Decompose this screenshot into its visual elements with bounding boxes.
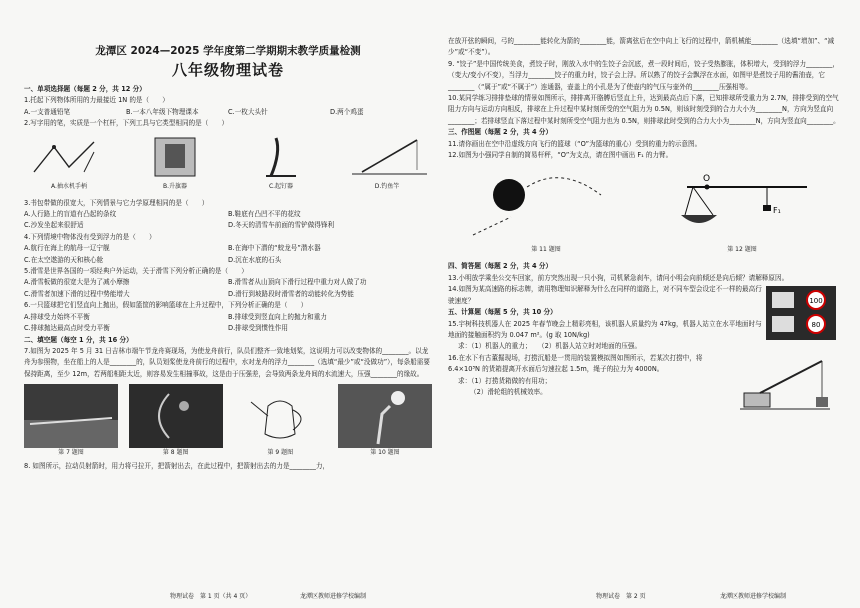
section-1-heading: 一、单项选择题（每题 2 分，共 12 分） bbox=[24, 85, 146, 93]
fishing-rod-figure bbox=[342, 132, 432, 192]
option-d: D.两个鸡蛋 bbox=[330, 107, 364, 116]
left-page-number: 物理试卷 第 1 页（共 4 页） bbox=[170, 593, 252, 600]
option-a: A.航行在海上的航母一辽宁舰 bbox=[24, 244, 110, 253]
option-d: D.滑行到坡路段时滑雪者的动能转化为势能 bbox=[228, 289, 354, 298]
option-a: A.排球受力始终不平衡 bbox=[24, 312, 90, 321]
option-d-caption: D.钓鱼竿 bbox=[374, 182, 400, 190]
section-2-heading: 二、填空题（每空 1 分，共 16 分） bbox=[24, 335, 133, 344]
figure-12-caption: 第 12 题图 bbox=[727, 246, 757, 254]
question-2-pictures bbox=[24, 132, 432, 196]
option-b: B.鞋底有凸凹不平的花纹 bbox=[228, 210, 301, 219]
question-4 bbox=[24, 232, 432, 266]
sign-limit-2: 80 bbox=[811, 321, 821, 330]
question-8: 8. 如图所示，拉动员射箭时，用力将弓拉开，把箭射出去，在此过程中，把箭射出去的力是________力， bbox=[24, 462, 330, 471]
option-b: B.在海中下潜的“蛟龙号”潜水器 bbox=[228, 244, 321, 253]
archery-photo bbox=[129, 384, 223, 457]
photo-7-caption: 第 7 题图 bbox=[58, 449, 84, 457]
option-c: C.排球抛达最高点时受力平衡 bbox=[24, 324, 110, 333]
section-5-heading: 五、计算题（每题 5 分，共 10 分） bbox=[448, 308, 557, 317]
left-column bbox=[24, 36, 432, 473]
option-c: C.一枚大头针 bbox=[228, 107, 268, 116]
question-2 bbox=[24, 118, 432, 195]
question-12: 12.如图为小强同学自制的简易杆秤，“O”为支点，请在图中画出 F₁ 的力臂。 bbox=[448, 151, 673, 160]
question-16 bbox=[448, 353, 840, 399]
section-3-heading: 三、作图题（每题 2 分，共 4 分） bbox=[448, 128, 553, 137]
option-b: B.滑雪者从山顶向下滑行过程中重力对人做了功 bbox=[228, 278, 367, 287]
exam-subtitle: 八年级物理试卷 bbox=[171, 61, 284, 79]
drawing-figures bbox=[448, 165, 840, 257]
section-4-heading: 四、简答题（每题 2 分，共 4 分） bbox=[448, 262, 553, 271]
photo-10-caption: 第 10 题图 bbox=[370, 449, 400, 457]
speed-limit-sign bbox=[766, 286, 836, 340]
question-6-stem: 6.一只篮球把它们竖直向上抛出，假如篮筐的影响篮球在上升过程中，下列分析正确的是（ ） bbox=[24, 301, 308, 310]
question-2-stem: 2.写字用的笔，实质是一个杠杆，下列工具与它类型相同的是（ ） bbox=[24, 119, 229, 128]
question-5 bbox=[24, 266, 432, 300]
option-c-caption: C.起钉器 bbox=[268, 182, 294, 190]
left-footer-org: 龙潭区教师进修学校编制 bbox=[300, 593, 367, 600]
option-a: A.一支普通铅笔 bbox=[24, 107, 71, 116]
option-b: B.一本八年级下物理课本 bbox=[126, 107, 199, 116]
flag-raiser-figure bbox=[130, 132, 220, 192]
dragon-boat-photo bbox=[24, 384, 118, 457]
question-13: 13.小明放学乘坐公交车回家，前方突然出现一只小狗，司机紧急刹车，请问小明会向前倾还是向后倾？请解释原因。 bbox=[448, 273, 789, 282]
pump-handle-figure bbox=[24, 132, 114, 192]
question-1 bbox=[24, 95, 432, 118]
question-7-10-photos bbox=[24, 384, 432, 457]
question-7: 7.如图为 2025 年 5 月 31 日吉林市端午节龙舟赛现场，为使龙舟前行，队员们整齐一致地划桨，这说明力可以改变物体的________。以龙舟为参照物，坐在船上的人是________的，队员划桨使龙舟前行的过程中，水对龙舟的浮力________（选填“最少”或“没做功”），每条船需要保持距离，至少 12m，若两船相距太近，则容易发生相撞事故，这是由于压强差，会导致两条龙舟间的水流速大，压强________的缘故。 bbox=[24, 346, 430, 378]
question-5-stem: 5.滑雪是世界各国的一项经典户外运动，关于滑雪下列分析正确的是（ ） bbox=[24, 267, 248, 276]
option-c: C.滑雪者加速下滑的过程中势能增大 bbox=[24, 289, 130, 298]
question-6 bbox=[24, 300, 432, 334]
option-a-caption: A.抽水机手柄 bbox=[51, 182, 87, 190]
nail-puller-figure bbox=[236, 132, 326, 192]
option-c: C.沙发坐起来很舒适 bbox=[24, 221, 84, 230]
question-1-stem: 1.托起下列物体所用的力最接近 1N 的是（ ） bbox=[24, 96, 169, 105]
right-page-number: 物理试卷 第 2 页 bbox=[596, 593, 646, 600]
option-b-caption: B.升旗器 bbox=[162, 182, 188, 190]
option-d: D.沉在水底的石头 bbox=[228, 255, 282, 264]
question-14-text: 14.如图为某高速路的标志牌，请用物理知识解释为什么在同样的道路上，对不同车型会设定不一样的最高行驶速度？ bbox=[448, 285, 762, 305]
question-8-continued: 在放开弦的瞬间，弓的________能转化为箭的________能，箭离弦后在空中向上飞行的过程中，箭机械能________（选填“增加”、“减少”或“不变”）。 bbox=[448, 37, 835, 57]
option-b: B.排球受到竖直向上的抛力和重力 bbox=[228, 312, 327, 321]
question-9: 9. “饺子”是中国传统美食，煮饺子时，刚放入水中的生饺子会沉底，煮一段时间后，饺子受热膨胀，体积增大，受到的浮力________，（变大/变小/不变），当浮力________饺子的重力时，饺子会上浮。所以熟了的饺子会飘浮在水面，如图甲是煮饺子用的酱油壶，它________（“属于”或“不属于”）连通器，壶盖上的小孔是为了使壶内的气压与壶外的________压强相等。 bbox=[448, 59, 840, 91]
question-3 bbox=[24, 198, 432, 232]
option-d: D.冬天的清雪车前面的雪铲做得锋利 bbox=[228, 221, 335, 230]
question-15-text: 15.宇树科技机器人在 2025 年春节晚会上精彩亮相，该机器人质量约为 47kg，机器人站立在水平地面时与地面的接触面积约为 0.047 m²。(g 取 10N/kg) bbox=[448, 319, 762, 339]
question-16-ask-1: 求：（1）打捞货箱做的有用功； bbox=[458, 376, 552, 385]
right-footer-org: 龙潭区教师进修学校编制 bbox=[720, 593, 787, 600]
question-5-options bbox=[24, 277, 432, 300]
option-a: A.滑雪板做的很宽大是为了减小摩擦 bbox=[24, 278, 130, 287]
exam-title: 龙潭区 2024—2025 学年度第二学期期末教学质量检测 bbox=[95, 45, 361, 57]
question-3-options bbox=[24, 209, 432, 232]
figure-11-caption: 第 11 题图 bbox=[531, 246, 561, 254]
question-10: 10.某同学练习排排垫球的情景如图所示，排排离开胳膊后竖直上升，达到最高点后下落，已知排球所受重力为 2.7N，排排受到的空气阻力方向与运动方向相反，排球在上升过程中某时刻所受的空气阻力为 0.5N，则该时刻受到的合力大小为________N，方向为竖直向________；若排球竖直下落过程中某时刻所受空气阻力也为 0.5N，则排球此时受到的合力大小为________N，方向为竖直向________。 bbox=[448, 94, 840, 125]
steelyard-figure bbox=[667, 165, 817, 257]
option-a: A.人行路上的盲道有凸起的条纹 bbox=[24, 210, 117, 219]
teapot-figure bbox=[233, 384, 327, 457]
fulcrum-label: O bbox=[703, 174, 711, 185]
question-3-stem: 3.书包带做的很宽大，下列情景与它力学原理相同的是（ ） bbox=[24, 198, 209, 207]
question-11: 11.请你画出在空中沿虚线方向飞行的篮球（“O”为篮球的重心）受到的重力的示意图。 bbox=[448, 139, 702, 148]
question-4-stem: 4.下列情境中物体没有受到浮力的是（ ） bbox=[24, 232, 156, 241]
crane-figure bbox=[730, 353, 840, 415]
question-6-options bbox=[24, 312, 432, 335]
photo-9-caption: 第 9 题图 bbox=[267, 449, 294, 457]
question-15-ask: 求：（1）机器人的重力； （2）机器人站立时对地面的压强。 bbox=[458, 342, 642, 351]
question-16-text: 16.在水下有古董掘现场，打捞沉船是一贯用的装置模拟图如图所示，若某次打捞中，将 6.4×10³N 的货箱提离开水面后匀速拉起 1.5m，绳子的拉力为 4000N。 bbox=[448, 353, 703, 374]
question-16-ask-2: （2）滑轮组的机械效率。 bbox=[470, 387, 547, 396]
volleyball-photo bbox=[338, 384, 432, 457]
question-4-options bbox=[24, 243, 432, 266]
question-1-options bbox=[24, 107, 432, 118]
option-d: D.排球受到惯性作用 bbox=[228, 324, 288, 333]
option-c: C.在太空遨游的天和核心舱 bbox=[24, 255, 104, 264]
right-column bbox=[448, 36, 840, 415]
basketball-figure bbox=[471, 165, 621, 257]
sign-limit-1: 100 bbox=[809, 297, 823, 306]
photo-8-caption: 第 8 题图 bbox=[162, 449, 189, 457]
force-f1-label: F₁ bbox=[773, 206, 781, 216]
